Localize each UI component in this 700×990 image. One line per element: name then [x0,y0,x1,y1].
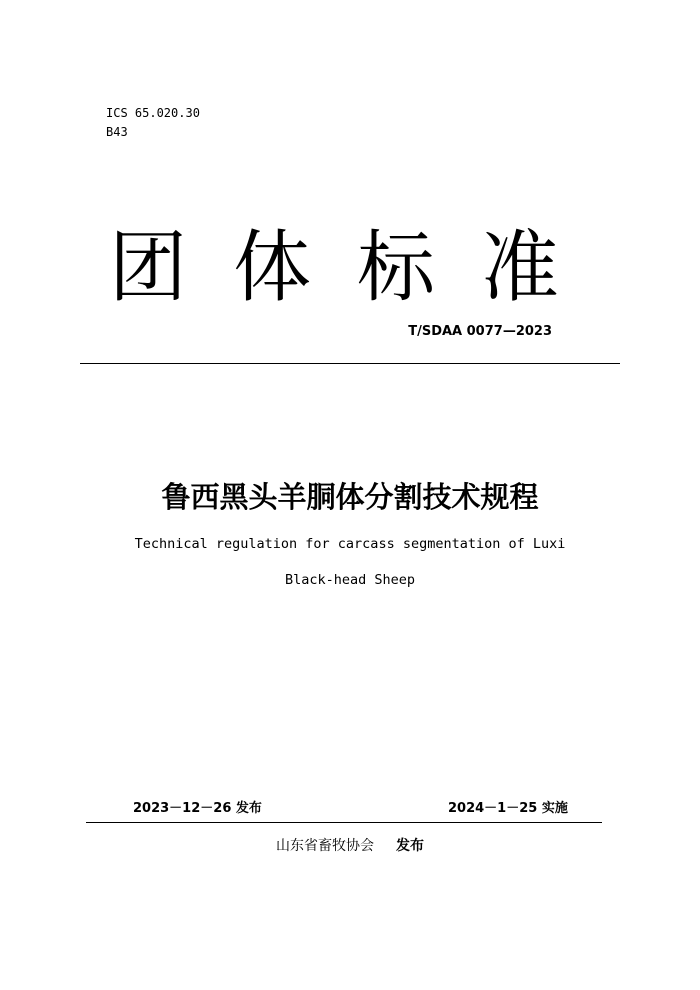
publisher-line [0,837,700,855]
bottom-divider [86,822,602,823]
document-type-banner [108,218,604,318]
banner-char-4: 准 [480,223,559,313]
top-divider [80,363,620,364]
standard-number: T/SDAA 0077—2023 [408,324,552,339]
publish-label: 发布 [396,838,424,854]
banner-char-3: 标 [356,223,435,313]
issue-date: 2023－12－26 发布 [133,801,262,816]
implementation-date: 2024－1－25 实施 [448,801,568,816]
ics-code: ICS 65.020.30 [106,106,200,120]
document-title-english-line2: Black-head Sheep [284,572,416,588]
classification-code: B43 [106,125,128,139]
banner-char-2: 体 [232,223,311,313]
document-title-chinese: 鲁西黑头羊胴体分割技术规程 [161,480,539,514]
publisher-name: 山东省畜牧协会 [276,838,374,854]
banner-char-1: 团 [108,223,187,313]
document-title-english-line1: Technical regulation for carcass segmentation of Luxi [134,536,566,552]
